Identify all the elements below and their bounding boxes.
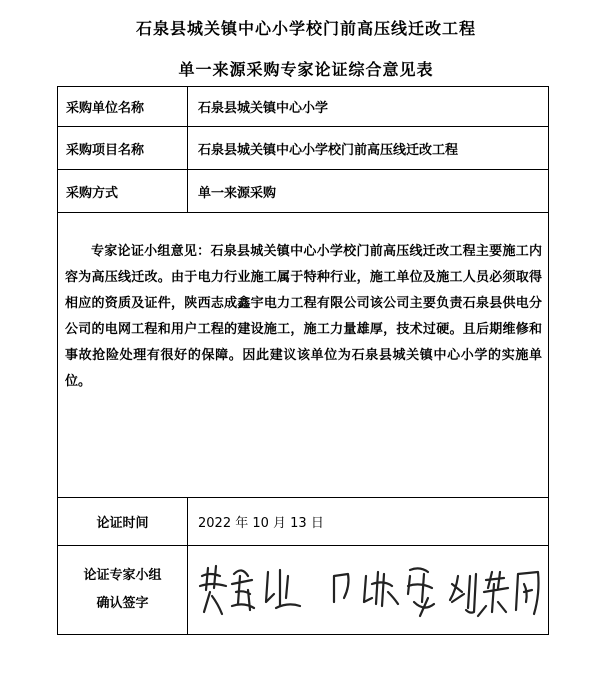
signature-label-line1: 论证专家小组 xyxy=(83,568,162,583)
date-label: 论证时间 xyxy=(58,498,188,546)
method-label: 采购方式 xyxy=(58,170,188,213)
buyer-label: 采购单位名称 xyxy=(58,87,188,127)
project-label: 采购项目名称 xyxy=(58,127,188,170)
project-value: 石泉县城关镇中心小学校门前高压线迁改工程 xyxy=(188,127,549,170)
method-value: 单一来源采购 xyxy=(188,170,549,213)
signature-label xyxy=(58,546,188,635)
table-row xyxy=(58,170,549,213)
signature-cell xyxy=(188,546,549,635)
form-title: 单一来源采购专家论证综合意见表 xyxy=(178,60,434,79)
table-row xyxy=(58,213,549,498)
signature-2 xyxy=(334,568,434,616)
expert-opinion-text: 专家论证小组意见：石泉县城关镇中心小学校门前高压线迁改工程主要施工内容为高压线迁改。由于电力行业施工属于特种行业，施工单位及施工人员必须取得相应的资质及证件，陕西志成鑫宇电力工程有限公司该公司主要负责石泉县供电分公司的电网工程和用户工程的建设施工，施工力量雄厚，技术过硬。且后期维修和事故抢险处理有很好的保障。因此建议该单位为石泉县城关镇中心小学的实施单位。 xyxy=(65,244,542,389)
date-value: 2022 年 10 月 13 日 xyxy=(188,498,549,546)
signature-3 xyxy=(450,572,539,616)
document-title: 石泉县城关镇中心小学校门前高压线迁改工程 xyxy=(135,19,476,38)
table-row xyxy=(58,127,549,170)
opinion-form-table xyxy=(57,86,549,635)
signature-1 xyxy=(200,566,300,614)
table-row xyxy=(58,546,549,635)
signature-label-line2: 确认签字 xyxy=(96,596,149,611)
table-row xyxy=(58,498,549,546)
buyer-value: 石泉县城关镇中心小学 xyxy=(188,87,549,127)
expert-opinion-cell xyxy=(58,213,549,498)
handwritten-signatures xyxy=(188,546,549,630)
table-row xyxy=(58,87,549,127)
